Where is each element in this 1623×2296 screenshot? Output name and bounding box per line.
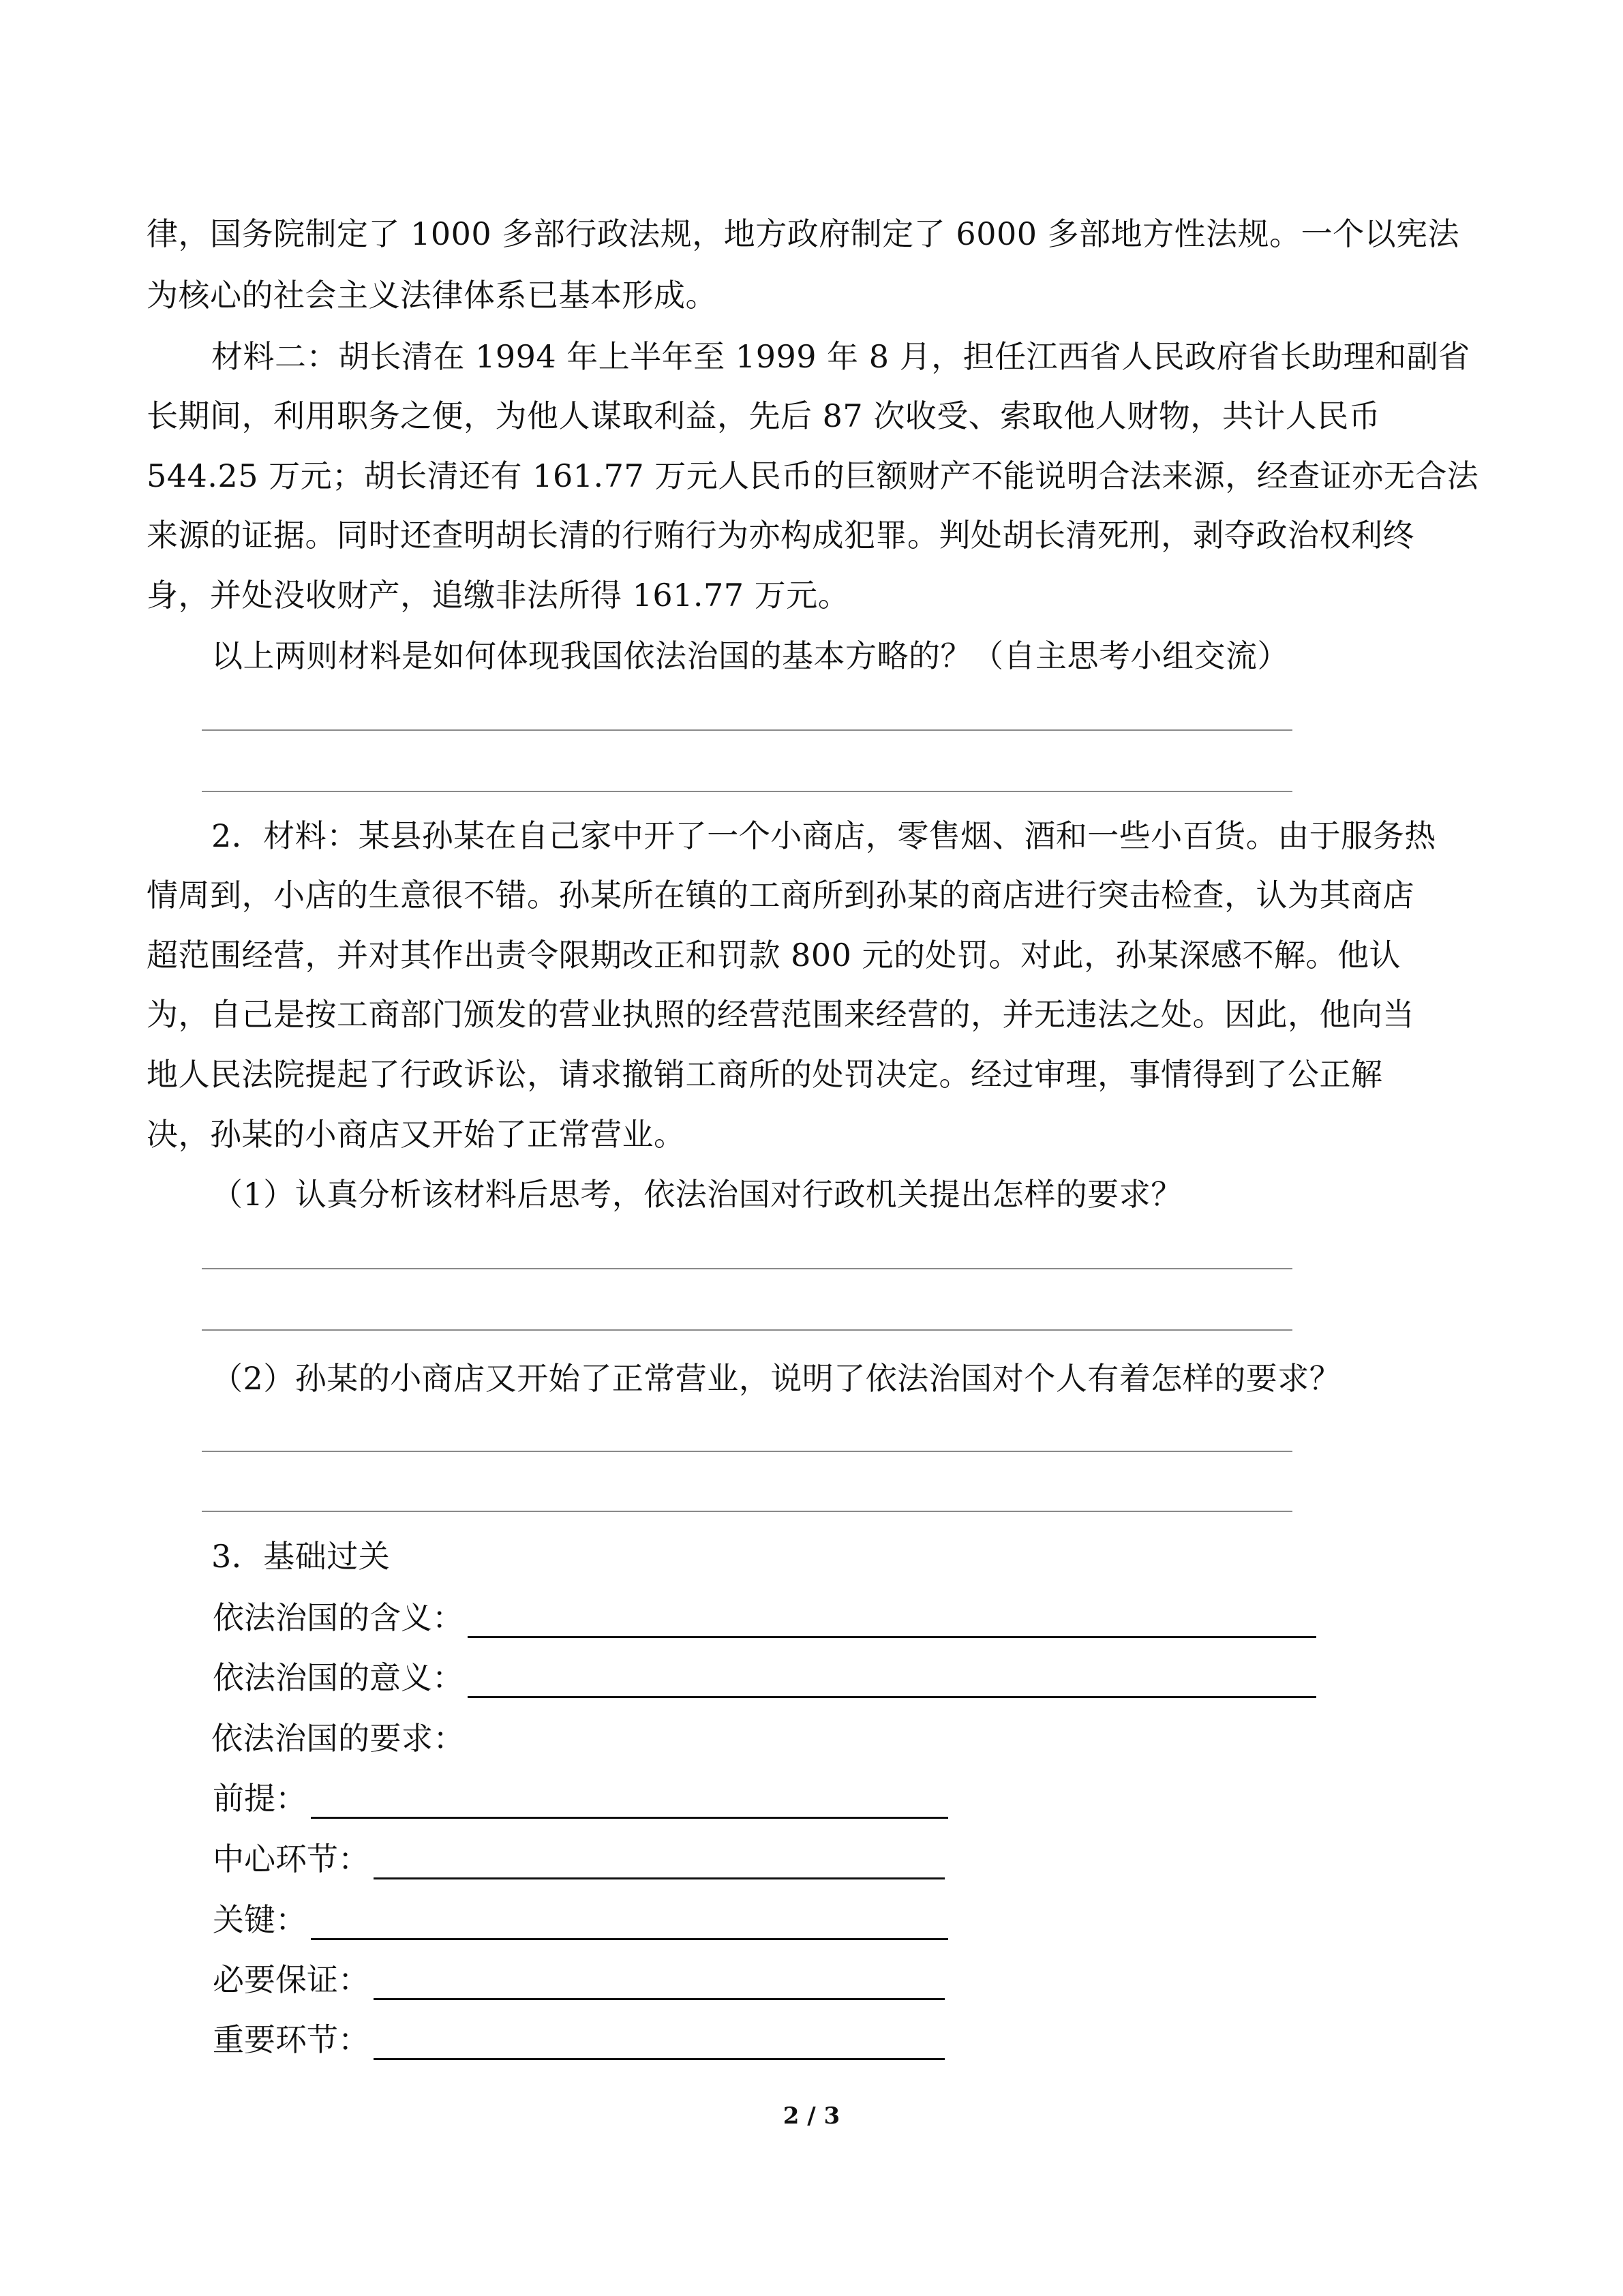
answer-line[interactable] — [202, 1268, 1292, 1269]
meaning-blank[interactable] — [468, 1610, 1316, 1638]
answer-line[interactable] — [202, 729, 1292, 731]
significance-blank[interactable] — [468, 1670, 1316, 1698]
question-two-line-6: 决，孙某的小商店又开始了正常营业。 — [147, 1116, 686, 1153]
material-two-line-2: 长期间，利用职务之便，为他人谋取利益，先后 87 次收受、索取他人财物，共计人民币 — [147, 397, 1381, 434]
premise-label: 前提： — [213, 1780, 307, 1817]
answer-line[interactable] — [202, 1511, 1292, 1512]
question-two-line-5: 地人民法院提起了行政诉讼，请求撤销工商所的处罚决定。经过审理，事情得到了公正解 — [147, 1056, 1383, 1093]
central-link-label: 中心环节： — [213, 1841, 369, 1877]
key-field-row — [213, 1899, 948, 1940]
central-link-blank[interactable] — [374, 1852, 945, 1879]
material-two-question: 以上两则材料是如何体现我国依法治国的基本方略的？（自主思考小组交流） — [211, 637, 1289, 674]
answer-line[interactable] — [202, 791, 1292, 792]
sub-question-one: （1）认真分析该材料后思考，依法治国对行政机关提出怎样的要求？ — [211, 1176, 1183, 1213]
guarantee-label: 必要保证： — [213, 1961, 369, 1998]
material-one-line-1: 律，国务院制定了 1000 多部行政法规，地方政府制定了 6000 多部地方性法规。一个以宪法 — [147, 215, 1460, 252]
meaning-label: 依法治国的含义： — [213, 1599, 464, 1636]
material-two-line-5: 身，并处没收财产，追缴非法所得 161.77 万元。 — [147, 577, 850, 614]
key-label: 关键： — [213, 1901, 307, 1938]
material-one-line-2: 为核心的社会主义法律体系已基本形成。 — [147, 277, 717, 314]
question-two-line-2: 情周到，小店的生意很不错。孙某所在镇的工商所到孙某的商店进行突击检查，认为其商店 — [147, 877, 1414, 913]
requirements-label: 依法治国的要求： — [211, 1720, 465, 1757]
answer-line[interactable] — [202, 1329, 1292, 1331]
important-link-field-row — [213, 2019, 945, 2060]
important-link-blank[interactable] — [374, 2032, 945, 2060]
key-blank[interactable] — [311, 1912, 948, 1940]
question-two-line-3: 超范围经营，并对其作出责令限期改正和罚款 800 元的处罚。对此，孙某深感不解。他认 — [147, 937, 1401, 973]
material-two-line-4: 来源的证据。同时还查明胡长清的行贿行为亦构成犯罪。判处胡长清死刑，剥夺政治权利终 — [147, 517, 1414, 554]
guarantee-field-row — [213, 1959, 945, 2000]
guarantee-blank[interactable] — [374, 1972, 945, 2000]
question-three-heading: 3．基础过关 — [211, 1538, 391, 1575]
premise-blank[interactable] — [311, 1791, 948, 1819]
question-two-line-1: 2．材料：某县孙某在自己家中开了一个小商店，零售烟、酒和一些小百货。由于服务热 — [211, 817, 1436, 854]
significance-field-row — [213, 1657, 1316, 1698]
answer-line[interactable] — [202, 1451, 1292, 1452]
material-two-line-3: 544.25 万元；胡长清还有 161.77 万元人民币的巨额财产不能说明合法来源，经查证亦无合法 — [147, 457, 1479, 494]
material-two-line-1: 材料二：胡长清在 1994 年上半年至 1999 年 8 月，担任江西省人民政府省长助理和副省 — [211, 338, 1470, 375]
question-two-line-4: 为，自己是按工商部门颁发的营业执照的经营范围来经营的，并无违法之处。因此，他向当 — [147, 996, 1414, 1033]
significance-label: 依法治国的意义： — [213, 1659, 464, 1696]
page-number: 2 / 3 — [783, 2102, 840, 2130]
premise-field-row — [213, 1778, 948, 1819]
important-link-label: 重要环节： — [213, 2021, 369, 2058]
meaning-field-row — [213, 1597, 1316, 1638]
central-link-field-row — [213, 1839, 945, 1879]
sub-question-two: （2）孙某的小商店又开始了正常营业，说明了依法治国对个人有着怎样的要求？ — [211, 1360, 1341, 1397]
